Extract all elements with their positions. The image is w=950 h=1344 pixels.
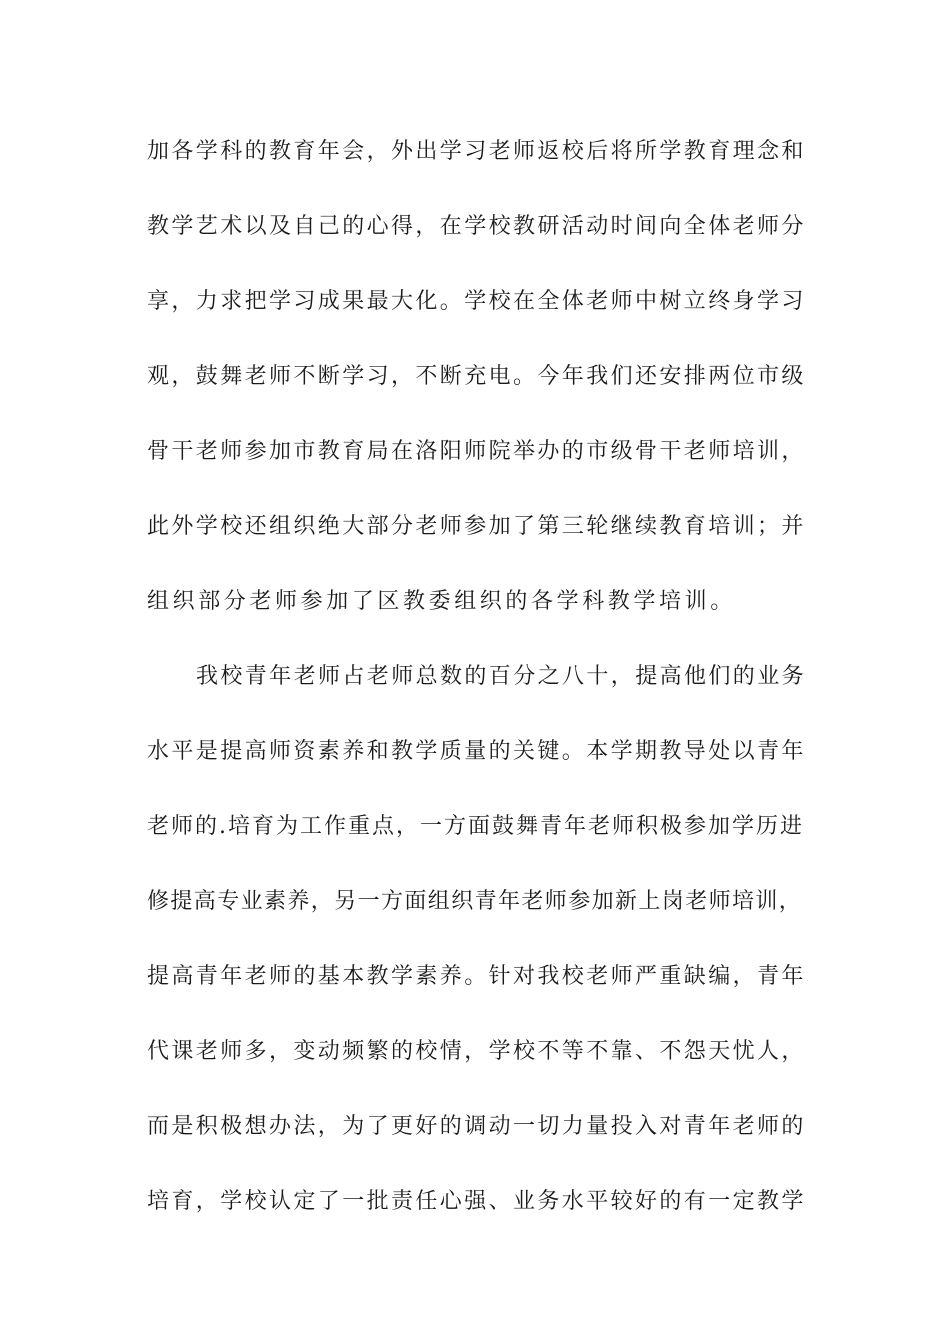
text-line: 教学艺术以及自己的心得，在学校教研活动时间向全体老师分 (147, 214, 806, 239)
text-line: 代课老师多，变动频繁的校情，学校不等不靠、不怨天忧人， (147, 1039, 806, 1064)
text-line: 水平是提高师资素养和教学质量的关键。本学期教导处以青年 (147, 739, 806, 764)
text-line: 组织部分老师参加了区教委组织的各学科教学培训。 (147, 589, 736, 614)
text-line: 提高青年老师的基本教学素养。针对我校老师严重缺编，青年 (147, 964, 806, 989)
text-line: 加各学科的教育年会，外出学习老师返校后将所学教育理念和 (147, 139, 806, 164)
text-line: 老师的.培育为工作重点，一方面鼓舞青年老师积极参加学历进 (147, 814, 804, 839)
text-line: 骨干老师参加市教育局在洛阳师院举办的市级骨干老师培训， (147, 439, 806, 464)
text-line: 此外学校还组织绝大部分老师参加了第三轮继续教育培训；并 (147, 514, 806, 539)
text-line: 而是积极想办法，为了更好的调动一切力量投入对青年老师的 (147, 1114, 806, 1139)
text-line: 享，力求把学习成果最大化。学校在全体老师中树立终身学习 (147, 289, 806, 314)
text-line: 修提高专业素养，另一方面组织青年老师参加新上岗老师培训， (147, 889, 803, 914)
paragraph-first-line: 我校青年老师占老师总数的百分之八十，提高他们的业务 (196, 664, 807, 689)
text-line: 培育，学校认定了一批责任心强、业务水平较好的有一定教学 (147, 1189, 806, 1214)
text-line: 观，鼓舞老师不断学习，不断充电。今年我们还安排两位市级 (147, 364, 806, 389)
